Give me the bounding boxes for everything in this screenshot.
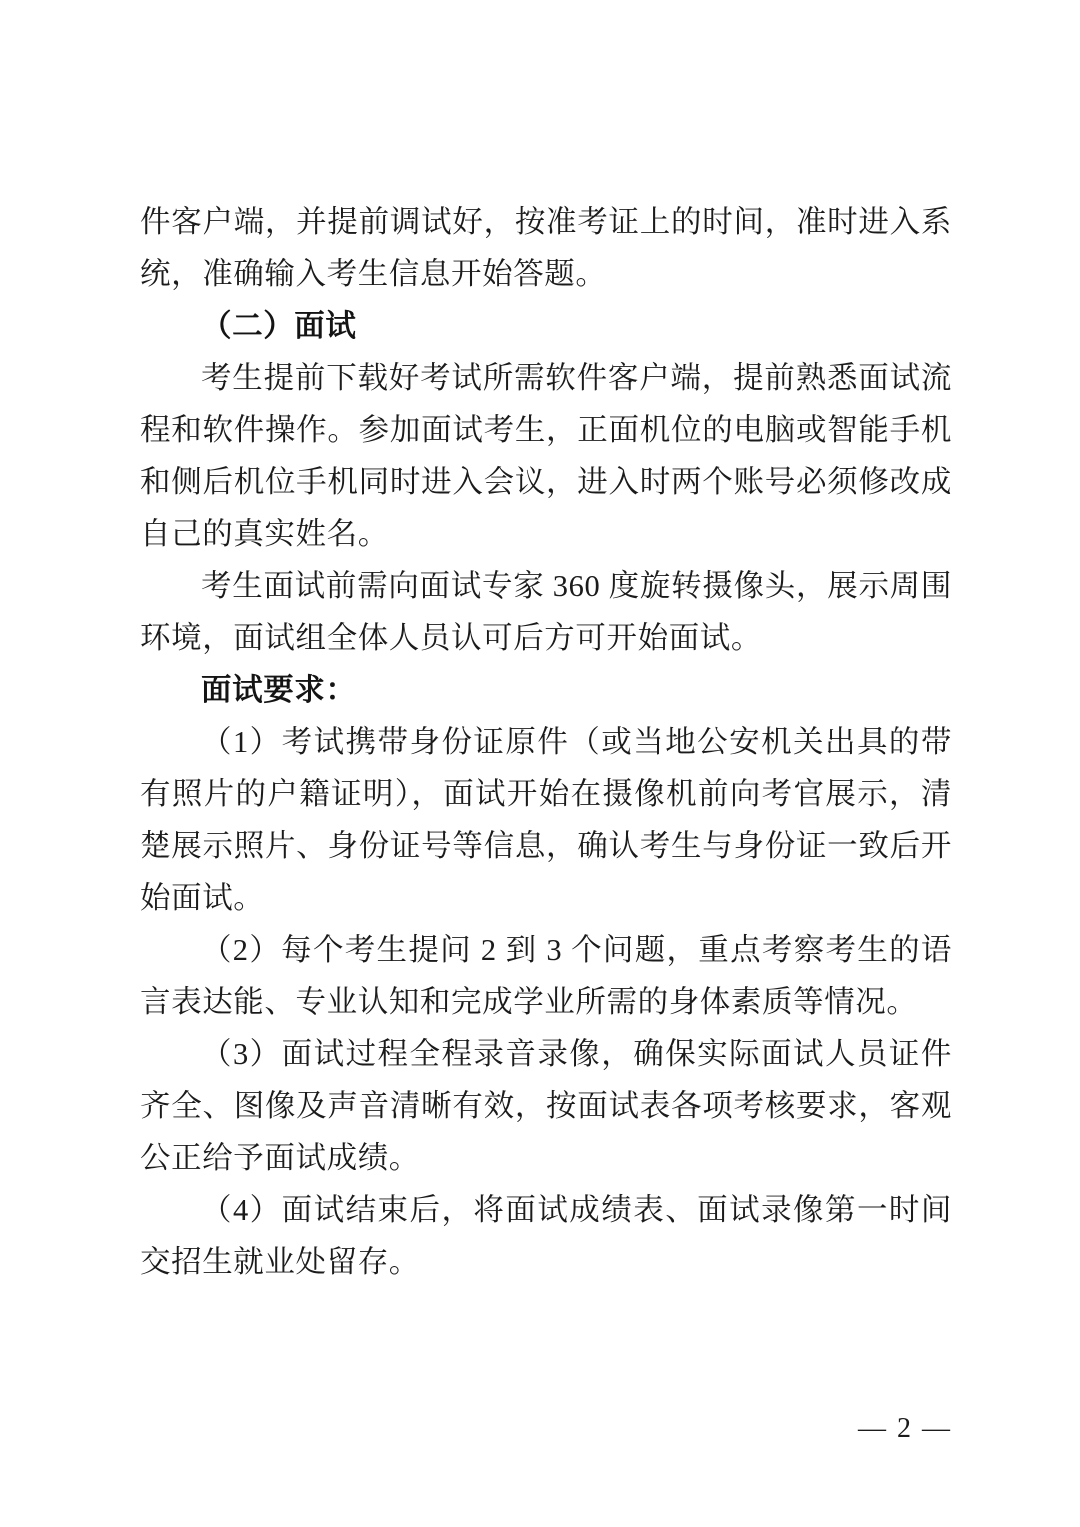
- paragraph-requirement-1: （1）考试携带身份证原件（或当地公安机关出具的带有照片的户籍证明），面试开始在摄像机前向考官展示，清楚展示照片、身份证号等信息，确认考生与身份证一致后开始面试。: [140, 725, 952, 915]
- paragraph-requirement-3: （3）面试过程全程录音录像，确保实际面试人员证件齐全、图像及声音清晰有效，按面试表各项考核要求，客观公正给予面试成绩。: [140, 1037, 952, 1175]
- subheading-interview-requirements: 面试要求：: [201, 673, 357, 707]
- paragraph-requirement-4: （4）面试结束后，将面试成绩表、面试录像第一时间交招生就业处留存。: [140, 1193, 952, 1279]
- page-number: — 2 —: [858, 1413, 952, 1444]
- paragraph-software-preparation: 考生提前下载好考试所需软件客户端，提前熟悉面试流程和软件操作。参加面试考生，正面机位的电脑或智能手机和侧后机位手机同时进入会议，进入时两个账号必须修改成自己的真实姓名。: [140, 361, 952, 551]
- paragraph-continuation: 件客户端，并提前调试好，按准考证上的时间，准时进入系统，准确输入考生信息开始答题。: [140, 205, 952, 291]
- document-body: [140, 196, 952, 1288]
- paragraph-requirement-2: （2）每个考生提问 2 到 3 个问题，重点考察考生的语言表达能、专业认知和完成学业所需的身体素质等情况。: [140, 933, 952, 1019]
- section-heading-interview: （二）面试: [201, 309, 357, 343]
- paragraph-camera-rotation: 考生面试前需向面试专家 360 度旋转摄像头，展示周围环境，面试组全体人员认可后方可开始面试。: [140, 569, 952, 655]
